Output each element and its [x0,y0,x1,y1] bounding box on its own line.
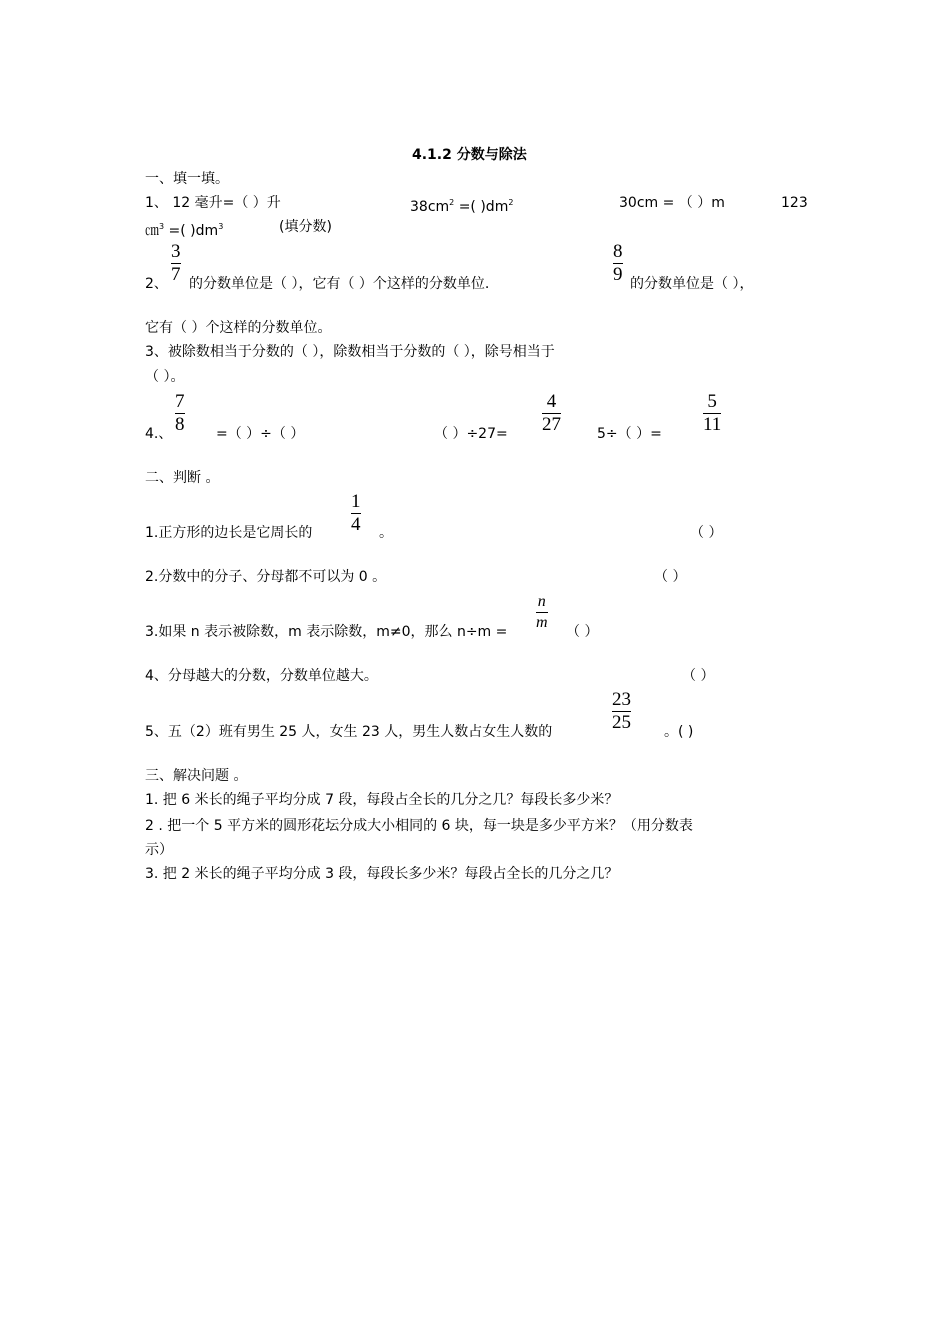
judge-1-fraction [351,492,361,535]
q2-fraction-3-7 [171,242,181,285]
fraction-numerator: 7 [175,391,185,412]
section2-heading: 二、判断 。 [145,470,220,486]
fraction-denominator: 11 [703,414,722,435]
q3-line-1: 3、被除数相当于分数的（ ），除数相当于分数的（ ），除号相当于 [145,344,555,360]
judge-1-answer-blank: （ ） [690,525,723,541]
judge-5-fraction [612,690,631,733]
fraction-denominator: 9 [613,264,623,285]
q2-text-2: 的分数单位是（ ）， [630,276,754,292]
problem-2-line-2: 示） [145,842,173,858]
fraction-denominator: 25 [612,712,631,733]
q2-fraction-8-9 [613,242,623,285]
fraction-numerator: n [537,593,546,610]
section3-heading: 三、解决问题 。 [145,768,248,784]
judge-4-text: 4、分母越大的分数，分数单位越大。 [145,668,378,684]
fraction-numerator: 1 [351,491,361,512]
fraction-numerator: 5 [707,391,717,412]
fraction-denominator: 27 [542,414,561,435]
q4-fraction-7-8 [175,392,185,435]
fraction-numerator: 8 [613,241,623,262]
problem-2-line-1: 2 . 把一个 5 平方米的圆形花坛分成大小相同的 6 块，每一块是多少平方米？（用分数表 [145,818,693,834]
judge-3-answer-blank: （ ） [566,624,599,640]
judge-5-text: 5、五（2）班有男生 25 人，女生 23 人，男生人数占女生人数的 [145,724,553,740]
q1-part-d: 123 [781,195,808,211]
judge-2-answer-blank: （ ） [654,569,687,585]
fraction-denominator: 4 [351,514,361,535]
judge-3-text: 3.如果 n 表示被除数，m 表示除数，m≠0，那么 n÷m = [145,624,508,640]
fraction-bar [536,612,548,613]
q2-text-1: 的分数单位是（ ），它有（ ）个这样的分数单位. [189,276,490,292]
q4-fraction-4-27 [542,392,561,435]
q1-part-a: 1、 12 毫升=（ ）升 [145,195,281,211]
q2-number: 2、 [145,276,168,292]
judge-1-post: 。 [379,525,393,541]
judge-2-text: 2.分数中的分子、分母都不可以为 0 。 [145,569,387,585]
problem-1: 1. 把 6 米长的绳子平均分成 7 段，每段占全长的几分之几？每段长多少米？ [145,792,619,808]
fraction-denominator: 7 [171,264,181,285]
q4-number: 4.、 [145,426,173,442]
fraction-denominator: m [536,614,548,631]
fraction-numerator: 3 [171,241,181,262]
problem-3: 3. 把 2 米长的绳子平均分成 3 段，每段长多少米？每段占全长的几分之几？ [145,866,619,882]
fraction-denominator: 8 [175,414,185,435]
q1-part-e: ㎝$^3$ =( )$dm^3$ [145,222,224,239]
q1-part-b: $38cm^2$ =( )$dm^2$ [410,198,514,215]
judge-5-post: 。( ) [664,724,694,740]
q4-text-3: 5÷（ ）= [597,426,662,442]
q4-fraction-5-11 [703,392,721,435]
q4-text-1: =（ ）÷（ ） [216,426,305,442]
fraction-numerator: 23 [612,689,631,710]
q1-part-f: (填分数) [279,219,332,235]
q3-line-2: （ ）。 [145,369,185,385]
q1-part-c: 30cm = （ ）m [619,195,725,211]
judge-1-text: 1.正方形的边长是它周长的 [145,525,313,541]
q2-text-3: 它有（ ）个这样的分数单位。 [145,320,332,336]
q4-text-2: （ ）÷27= [434,426,508,442]
page-title: 4.1.2 分数与除法 [412,147,527,163]
judge-4-answer-blank: （ ） [682,668,715,684]
judge-3-fraction [536,593,548,632]
fraction-numerator: 4 [546,391,557,412]
section1-heading: 一、填一填。 [145,171,229,187]
